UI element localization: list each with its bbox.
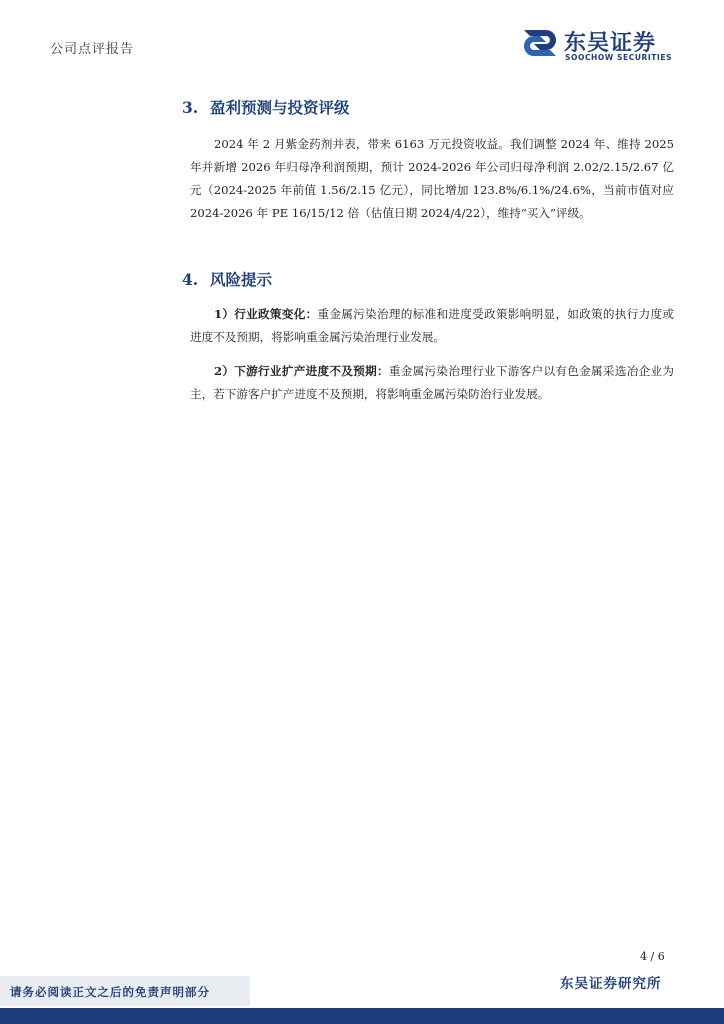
section-title-forecast bbox=[182, 96, 350, 118]
risk-item-lead: 2）下游行业扩产进度不及预期： bbox=[214, 364, 389, 378]
risk-item-text: 重金属污染治理行业下游客户以有色金属采选冶企业为主，若下游客户扩产进度不及预期，将影响重金属污染防治行业发展。 bbox=[190, 364, 674, 401]
forecast-paragraph: 2024 年 2 月紫金药剂并表，带来 6163 万元投资收益。我们调整 2024 年、维持 2025 年并新增 2026 年归母净利润预期，预计 2024-2026 年公司归母净利润 2.02/2.15/2.67 亿元（2024-2025 年前值 1.56/2.15 亿元），同比增加 123.8%/6.1%/24.6%，当前市值对应 2024-2026 年 PE 16/15/12 倍（估值日期 2024/4/22），维持“买入”评级。 bbox=[190, 137, 674, 220]
risk-item-policy bbox=[190, 303, 674, 349]
section-title-text: 盈利预测与投资评级 bbox=[210, 98, 350, 117]
footer-bar bbox=[0, 1008, 724, 1024]
company-logo bbox=[520, 26, 680, 66]
section-title-text: 风险提示 bbox=[210, 270, 273, 289]
section-title-risk bbox=[182, 268, 272, 290]
logo-english-name: SOOCHOW SECURITIES bbox=[565, 53, 673, 62]
risk-item-downstream bbox=[190, 360, 674, 406]
section-number: 4. bbox=[182, 270, 199, 289]
footer-organization: 东吴证券研究所 bbox=[560, 976, 662, 992]
risk-item-text: 重金属污染治理的标准和进度受政策影响明显，如政策的执行力度或进度不及预期，将影响重金属污染治理行业发展。 bbox=[190, 307, 674, 344]
footer-disclaimer: 请务必阅读正文之后的免责声明部分 bbox=[10, 985, 210, 999]
soochow-logo-icon bbox=[520, 26, 560, 60]
report-type-label: 公司点评报告 bbox=[50, 42, 135, 57]
risk-item-lead: 1）行业政策变化： bbox=[214, 307, 318, 321]
section-number: 3. bbox=[182, 98, 199, 117]
logo-chinese-name: 东吴证券 bbox=[564, 31, 657, 56]
page-number: 4 / 6 bbox=[640, 950, 665, 963]
